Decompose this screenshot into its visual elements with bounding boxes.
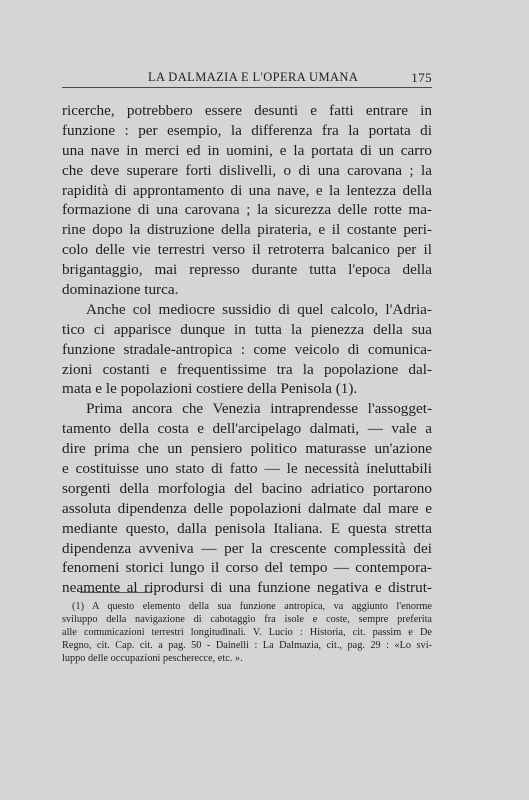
text-line: tamento della costa e dell'arcipelago dalmati, — vale a	[62, 420, 432, 438]
text-line: brigantaggio, mai represso durante tutta l'epoca della	[62, 261, 432, 279]
text-line: ricerche, potrebbero essere desunti e fatti entrare in	[62, 102, 432, 119]
running-title: LA DALMAZIA E L'OPERA UMANA	[148, 70, 359, 84]
text-line: Anche col mediocre sussidio di quel calcolo, l'Adria-	[86, 300, 432, 318]
text-line: rine dopo la distruzione della pirateria, e il costante peri-	[62, 221, 432, 239]
text-line: assoluta dipendenza delle popolazioni dalmate dal mare e	[62, 499, 432, 517]
page-number: 175	[411, 70, 432, 85]
footnote-line: alle comunicazioni terrestri longitudinali. V. Lucio : Historia, cit. passim e De	[62, 626, 432, 638]
text-line: neamente al riprodursi di una funzione negativa e distrut-	[62, 579, 432, 597]
footnotes	[62, 601, 432, 665]
text-line: dire prima che un pensiero politico maturasse un'azione	[62, 440, 432, 458]
text-line: sorgenti della morfologia del bacino adriatico portarono	[62, 479, 432, 497]
body-text	[62, 101, 432, 598]
text-line: mediante questo, dalla penisola Italiana. E questa stretta	[62, 519, 432, 537]
text-line: che deve superare forti dislivelli, o di una carovana ; la	[62, 161, 432, 179]
footnote-rule	[80, 592, 152, 593]
text-line: rapidità di approntamento di una nave, e la lentezza della	[62, 181, 432, 199]
footnote-line: (1) A questo elemento della sua funzione antropica, va aggiunto l'enorme	[72, 601, 432, 612]
text-line: funzione : per esempio, la differenza fra la portata di	[62, 121, 432, 139]
text-line: dipendenza avveniva — per la crescente complessità dei	[62, 539, 432, 557]
text-line: dominazione turca.	[62, 281, 179, 299]
text-line: tico ci apparisce dunque in tutta la pienezza della sua	[62, 320, 432, 338]
text-line: colo delle vie terrestri verso il retroterra balcanico per il	[62, 241, 432, 259]
text-line: Prima ancora che Venezia intraprendesse l'assogget-	[86, 400, 432, 418]
text-line: fenomeni storici lungo il corso del tempo — contempora-	[62, 559, 432, 577]
text-line: zioni costanti e frequentissime tra la popolazione dal-	[62, 360, 432, 378]
header-rule	[62, 87, 432, 88]
text-line: formazione di una carovana ; la sicurezza delle rotte ma-	[62, 201, 432, 219]
text-line: e costituisse uno stato di fatto — le necessità ineluttabili	[62, 460, 432, 478]
footnote-line: Regno, cit. Cap. cit. a pag. 50 - Dainelli : La Dalmazia, cit., pag. 29 : «Lo svi-	[62, 639, 432, 651]
footnote-line: luppo delle occupazioni pescherecce, etc. ».	[62, 652, 243, 664]
page-header	[62, 70, 432, 86]
text-line: una nave in merci ed in uomini, e la portata di un carro	[62, 141, 432, 159]
text-line: funzione stradale-antropica : come veicolo di comunica-	[62, 340, 432, 358]
text-line: mata e le popolazioni costiere della Penisola (1).	[62, 380, 358, 398]
footnote-line: sviluppo della navigazione di cabotaggio fra isole e coste, sempre preferita	[62, 613, 432, 625]
